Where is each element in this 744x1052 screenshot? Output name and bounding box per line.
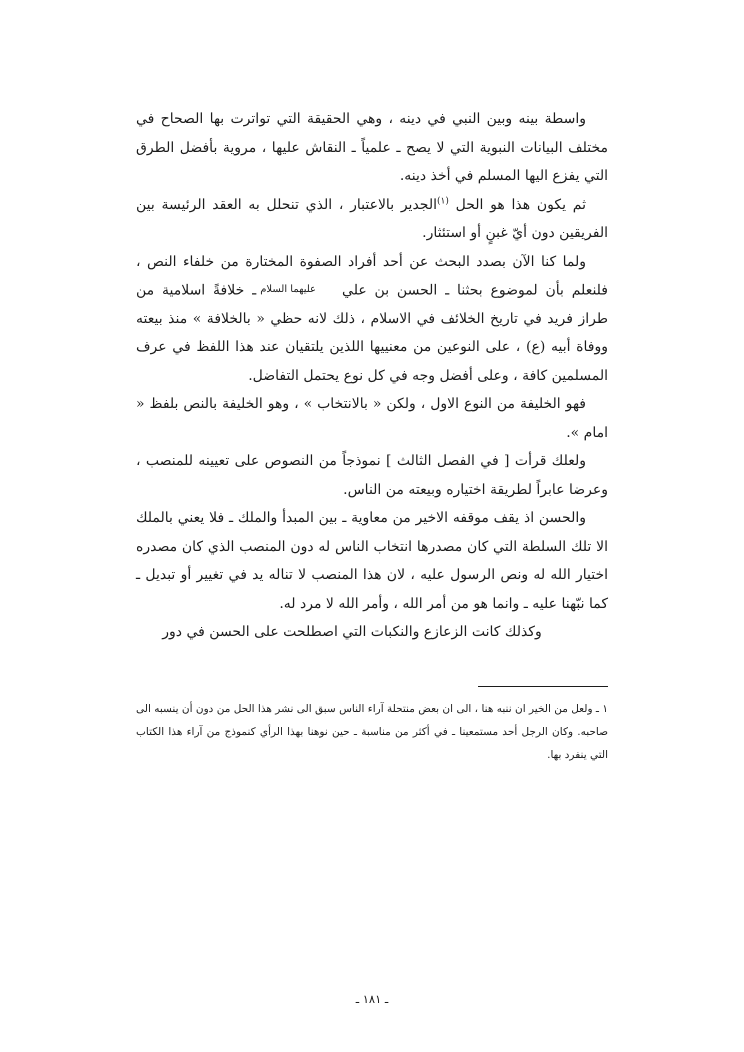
page-number: ـ ١٨١ ـ <box>355 992 389 1006</box>
honorific-glyph: عليهما السلام <box>260 284 317 295</box>
paragraph-3 <box>136 248 608 391</box>
paragraph-1: واسطة بينه وبين النبي في دينه ، وهي الحقيقة التي تواترت بها الصحاح في مختلف البيانات النبوية التي لا يصح ـ علمياً ـ النقاش عليها ، مروية بأفضل الطرق التي يفزع اليها المسلم في أخذ دينه. <box>136 111 608 184</box>
paragraph-7: وكذلك كانت الزعازع والنكبات التي اصطلحت على الحسن في دور <box>162 624 542 641</box>
paragraph-2-part-2: الجدير بالاعتبار ، الذي تنحلل به العقد الرئيسة بين الفريقين دون أيّ غبنٍ أو استئثار. <box>136 196 608 241</box>
footnote-divider <box>478 686 608 687</box>
main-text <box>136 105 608 647</box>
paragraph-2-part-1: ثم يكون هذا هو الحل <box>455 196 586 213</box>
paragraph-6: والحسن اذ يقف موقفه الاخير من معاوية ـ بين المبدأ والملك ـ فلا يعني بالملك الا تلك السلطة التي كان مصدرها انتخاب الناس له دون المنصب الذي كان مصدره اختيار الله له ونص الرسول عليه ، لان هذا المنصب لا تناله يد في تغيير أو تبديل ـ كما نبّهنا عليه ـ وانما هو من أمر الله ، وأمر الله لا مرد له. <box>136 510 608 612</box>
paragraph-3-part-2: ـ خلافةً اسلامية من طراز فريد في تاريخ الخلائف في الاسلام ، ذلك لانه حظي « بالخلافة » منذ بيعته ووفاة أبيه (ع) ، على النوعين من معنييها اللذين يلتقيان عند هذا اللفظ في عرف المسلمين كافة ، وعلى أفضل وجه في كل نوع يحتمل التفاضل. <box>136 282 608 384</box>
paragraph-4: فهو الخليفة من النوع الاول ، ولكن « بالانتخاب » ، وهو الخليفة بالنص بلفظ « امام ». <box>136 396 608 441</box>
footnote-reference[interactable]: (١) <box>437 195 449 206</box>
footnotes <box>136 698 608 767</box>
paragraph-5: ولعلك قرأت [ في الفصل الثالث ] نموذجاً من النصوص على تعيينه للمنصب ، وعرضا عابراً لطريقة اختياره وبيعته من الناس. <box>136 453 608 498</box>
footnote-1: ١ ـ ولعل من الخير ان ننبه هنا ، الى ان بعض منتحلة آراء الناس سبق الى نشر هذا الحل من دون أن ينسبه الى صاحبه. وكان الرجل أحد مستمعينا ـ في أكثر من مناسبة ـ حين نوهنا بهذا الرأي كنموذج من آراء هذا الكتاب التي ينفرد بها. <box>136 703 608 761</box>
paragraph-2 <box>136 191 608 248</box>
paragraph-3-part-1: ولما كنا الآن بصدد البحث عن أحد أفراد الصفوة المختارة من خلفاء النص ، فلنعلم بأن لموضوع بحثنا ـ الحسن بن علي <box>136 253 608 299</box>
